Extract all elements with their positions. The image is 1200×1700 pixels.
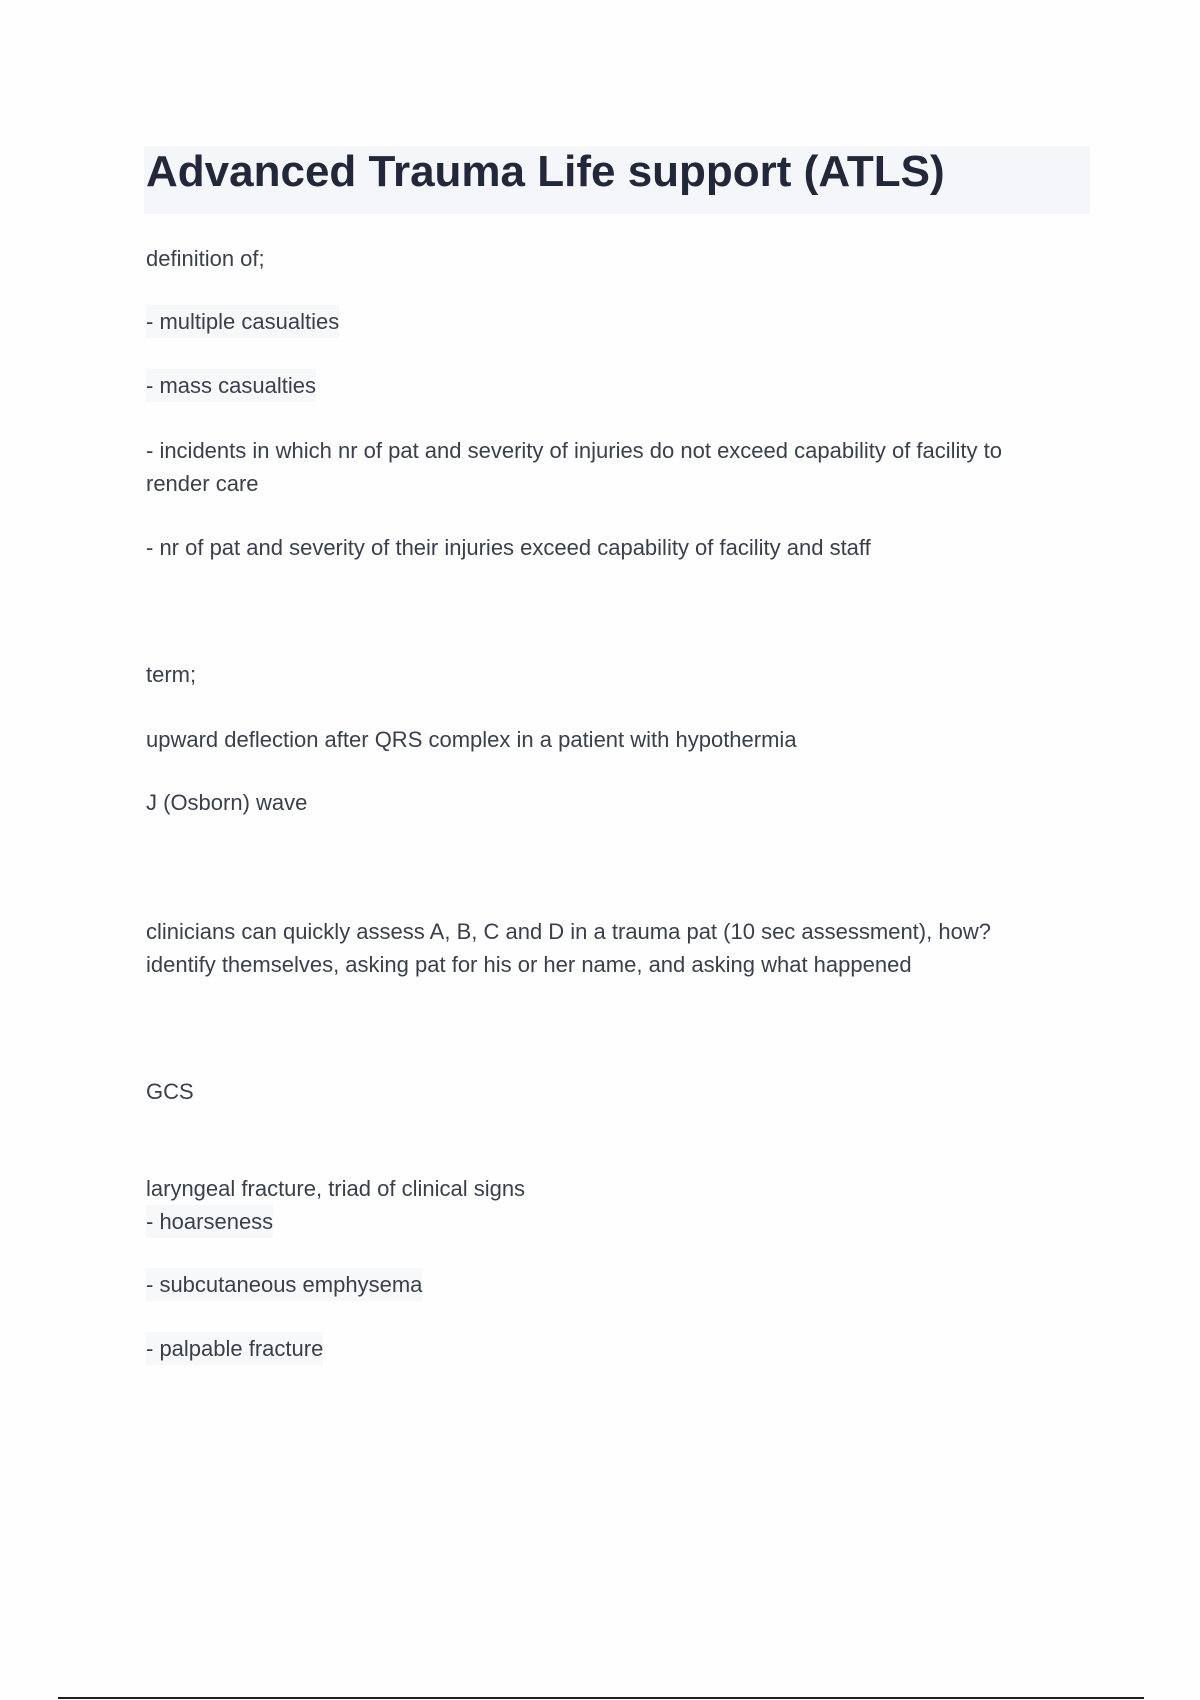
block-2-line-2: upward deflection after QRS complex in a patient with hypothermia	[146, 727, 797, 752]
block-1-line-2: - multiple casualties	[146, 305, 339, 338]
block-4-line-1: GCS	[146, 1079, 194, 1104]
block-1-line-3: - mass casualties	[146, 369, 316, 402]
block-3-line-1: clinicians can quickly assess A, B, C and D in a trauma pat (10 sec assessment), how?	[146, 919, 991, 944]
block-2-line-1: term;	[146, 662, 197, 687]
block-5-line-3: - subcutaneous emphysema	[146, 1268, 422, 1301]
block-3-line-2: identify themselves, asking pat for his or her name, and asking what happened	[146, 952, 912, 977]
block-1-line-4: - incidents in which nr of pat and severity of injuries do not exceed capability of facility to	[146, 438, 1003, 463]
block-1-line-5: render care	[146, 471, 259, 496]
footer-rule	[58, 1697, 1144, 1699]
block-5-line-4: - palpable fracture	[146, 1332, 323, 1365]
block-5-line-2: - hoarseness	[146, 1205, 273, 1238]
block-2-line-3: J (Osborn) wave	[146, 790, 308, 815]
block-1-line-6: - nr of pat and severity of their injuries exceed capability of facility and staff	[146, 535, 871, 560]
block-1-line-1: definition of;	[146, 246, 265, 271]
document-title: Advanced Trauma Life support (ATLS)	[146, 147, 945, 196]
block-5-line-1: laryngeal fracture, triad of clinical signs	[146, 1176, 526, 1201]
